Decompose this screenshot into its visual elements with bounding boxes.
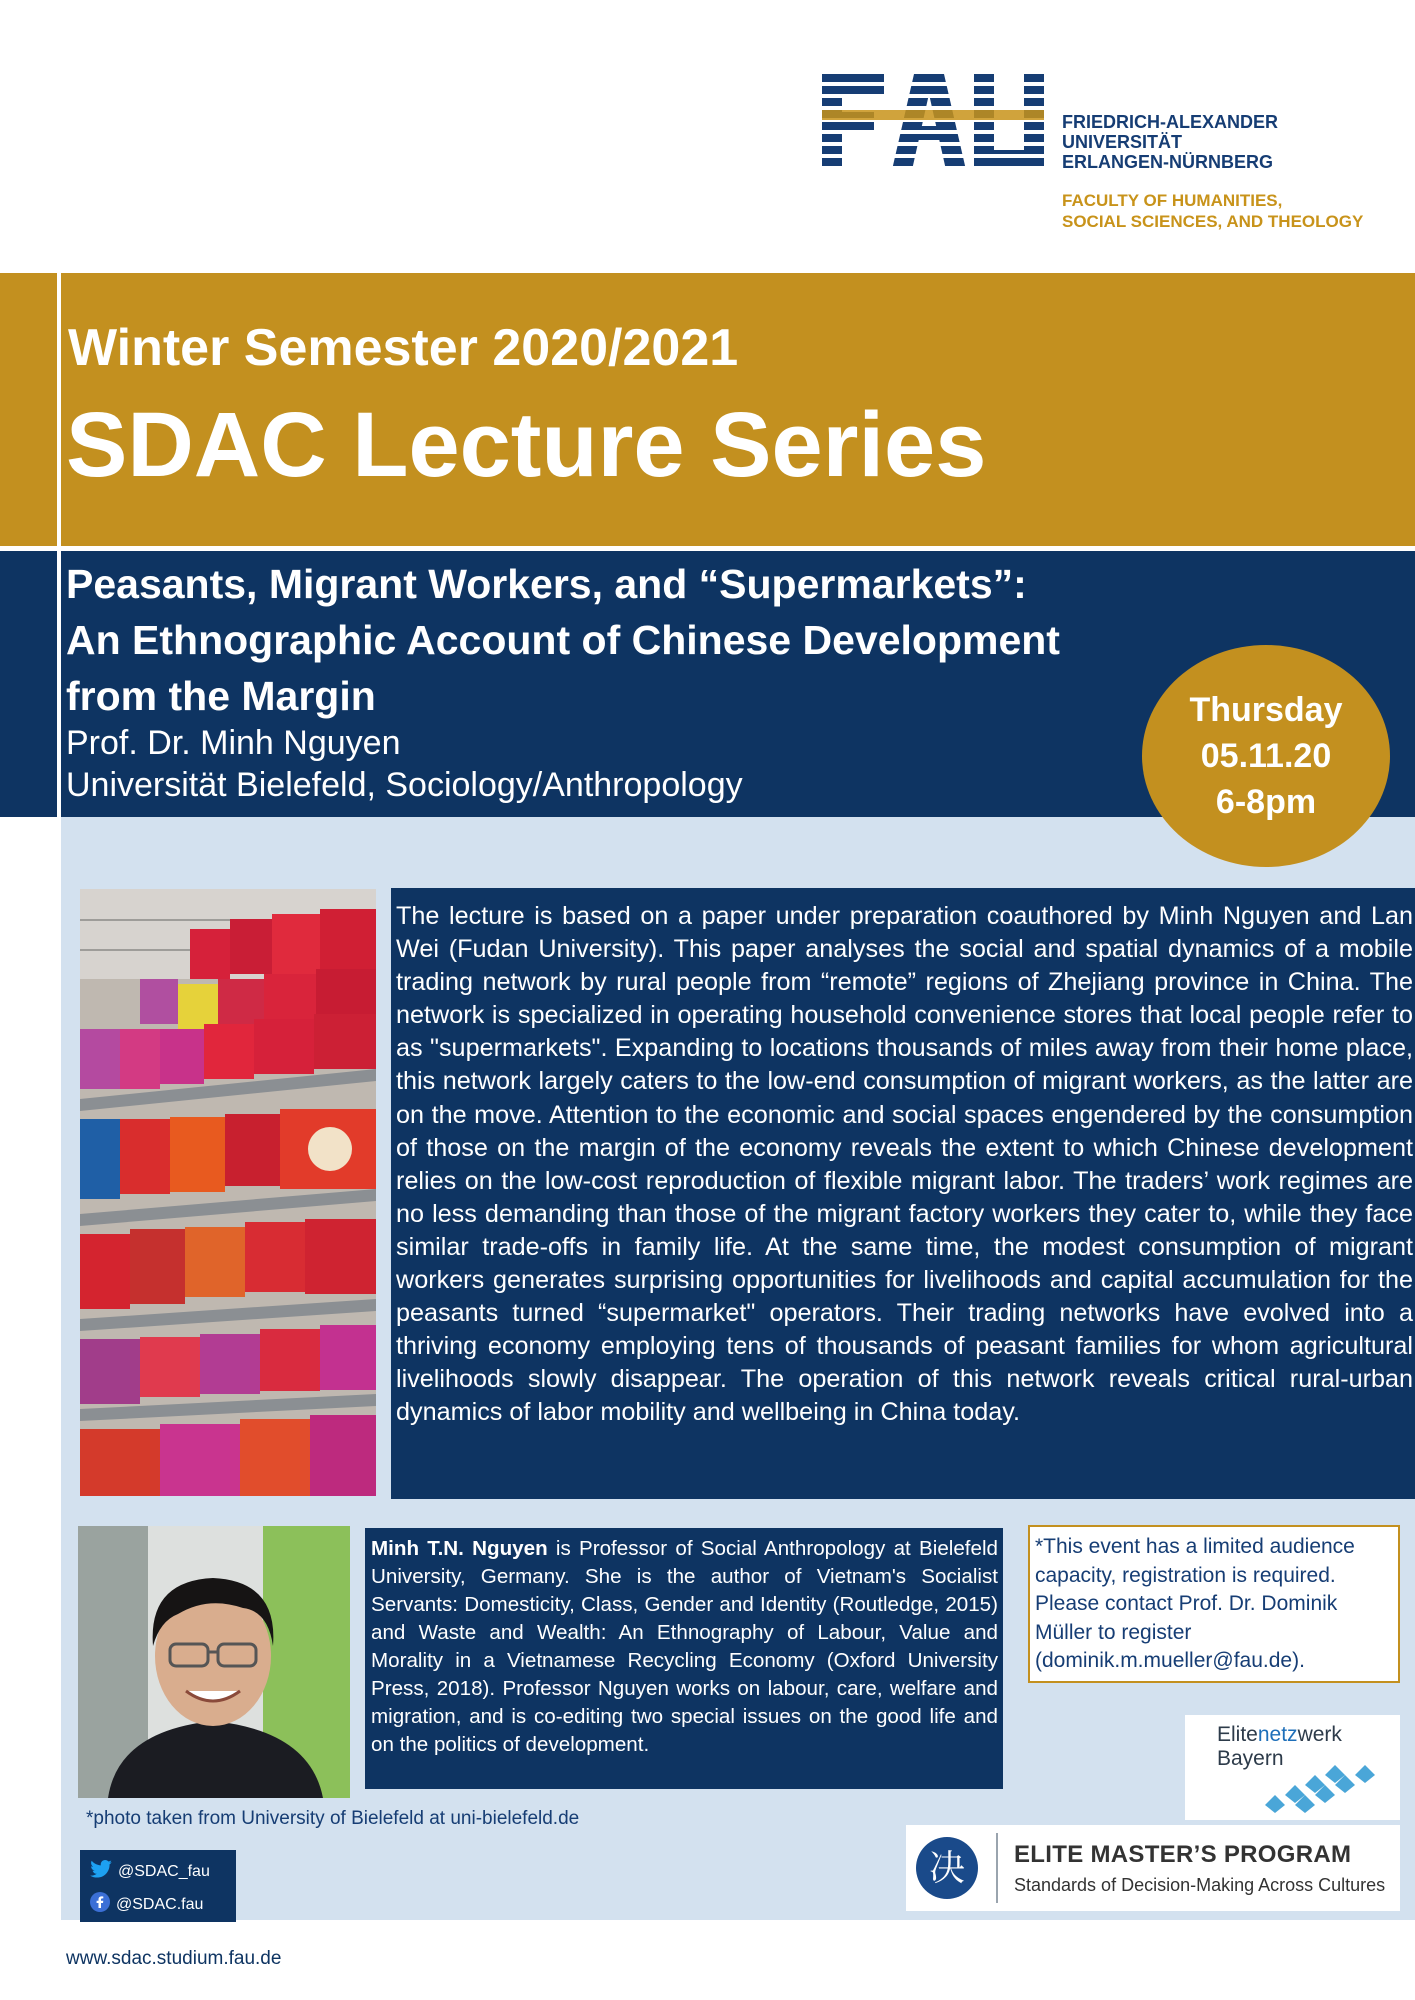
elitenetzwerk-part: Elite: [1217, 1723, 1258, 1746]
faculty-name: [1062, 190, 1363, 232]
twitter-icon: [90, 1860, 112, 1883]
photo-credit: *photo taken from University of Bielefeld at uni-bielefeld.de: [86, 1808, 580, 1829]
talk-title-line: from the Margin: [66, 673, 376, 719]
university-line: ERLANGEN-NÜRNBERG: [1062, 152, 1273, 172]
semester-heading: Winter Semester 2020/2021: [68, 319, 739, 377]
elitenetzwerk-part: netz: [1257, 1723, 1298, 1746]
registration-notice: *This event has a limited audience capacity, registration is required. Please contact Prof. Dr. Dominik Müller to register (dominik.m.mueller@fau.de).: [1028, 1525, 1400, 1683]
date-time: 6-8pm: [1215, 783, 1317, 821]
talk-title-line: An Ethnographic Account of Chinese Development: [66, 617, 1060, 663]
facebook-handle: @SDAC.fau: [116, 1895, 204, 1913]
speaker-info: [66, 722, 743, 806]
elite-master-program-logo: [906, 1825, 1400, 1911]
university-name: [1062, 112, 1278, 172]
date-badge: [1142, 645, 1390, 867]
website-url[interactable]: www.sdac.studium.fau.de: [66, 1948, 282, 1969]
emp-subtitle: Standards of Decision-Making Across Cultures: [1014, 1875, 1386, 1895]
facebook-icon: [90, 1892, 110, 1917]
date-date: 05.11.20: [1200, 737, 1332, 775]
date-day: Thursday: [1189, 691, 1343, 729]
fau-logo: [822, 74, 1044, 170]
twitter-handle: @SDAC_fau: [118, 1862, 210, 1880]
series-title: SDAC Lecture Series: [66, 394, 987, 496]
talk-title-line: Peasants, Migrant Workers, and “Supermarkets”:: [66, 561, 1027, 607]
faculty-line: FACULTY OF HUMANITIES,: [1062, 191, 1283, 210]
speaker-bio: [365, 1528, 1003, 1789]
logo-divider: [996, 1833, 998, 1903]
gold-banner-edge: [0, 273, 61, 546]
talk-title: [66, 556, 1206, 724]
facebook-link[interactable]: [90, 1892, 203, 1917]
elitenetzwerk-wordmark: [1217, 1723, 1342, 1747]
decision-seal-icon: 决: [916, 1837, 978, 1899]
talk-banner-edge: [0, 551, 61, 817]
bavaria-diamond-icon: [1255, 1755, 1385, 1815]
elitenetzwerk-part: werk: [1297, 1723, 1342, 1746]
elitenetzwerk-logo: [1185, 1715, 1400, 1820]
faculty-line: SOCIAL SCIENCES, AND THEOLOGY: [1062, 212, 1364, 231]
social-links: [80, 1850, 236, 1922]
twitter-link[interactable]: [90, 1860, 210, 1883]
university-line: UNIVERSITÄT: [1062, 132, 1183, 152]
speaker-affiliation: Universität Bielefeld, Sociology/Anthropology: [66, 766, 743, 804]
elitenetzwerk-region: Bayern: [1217, 1747, 1284, 1770]
supermarket-shelf-photo: [80, 889, 376, 1496]
university-line: FRIEDRICH-ALEXANDER: [1062, 112, 1278, 132]
emp-title: ELITE MASTER’S PROGRAM: [1014, 1841, 1352, 1868]
lecture-abstract: The lecture is based on a paper under preparation coauthored by Minh Nguyen and Lan Wei (Fudan University). This paper analyses the social and spatial dynamics of a mobile trading network by rural people from “remote” regions of Zhejiang province in China. The network is specialized in operating household convenience stores that local people refer to as "supermarkets". Expanding to locations thousands of miles away from their home place, this network largely caters to the low-end consumption of migrant workers, as the latter are on the move. Attention to the economic and social spaces engendered by the consumption of those on the margin of the economy reveals the extent to which Chinese development relies on the low-cost reproduction of flexible migrant labor. The traders’ work regimes are no less demanding than those of the migrant factory workers they cater to, while they face similar trade-offs in family life. At the same time, the modest consumption of migrant workers generates surprising opportunities for livelihoods and capital accumulation for the peasants turned “supermarket" operators. Their trading networks have evolved into a thriving economy employing tens of thousands of peasant families for whom agricultural livelihoods slowly disappear. The operation of this network reveals critical rural-urban dynamics of labor mobility and wellbeing in China today.: [391, 888, 1415, 1499]
speaker-portrait: [78, 1526, 350, 1798]
bio-name: Minh T.N. Nguyen: [371, 1537, 548, 1560]
bio-text: is Professor of Social Anthropology at Bielefeld University, Germany. She is the author of Vietnam's Socialist Servants: Domesticity, Class, Gender and Identity (Routledge, 2015) and Waste and Wealth: An Ethnography of Labour, Value and Morality in a Vietnamese Recycling Economy (Oxford University Press, 2018). Professor Nguyen works on labour, care, welfare and migration, and is co-editing two special issues on the good life and on the politics of development.: [371, 1537, 998, 1756]
speaker-name: Prof. Dr. Minh Nguyen: [66, 724, 401, 762]
